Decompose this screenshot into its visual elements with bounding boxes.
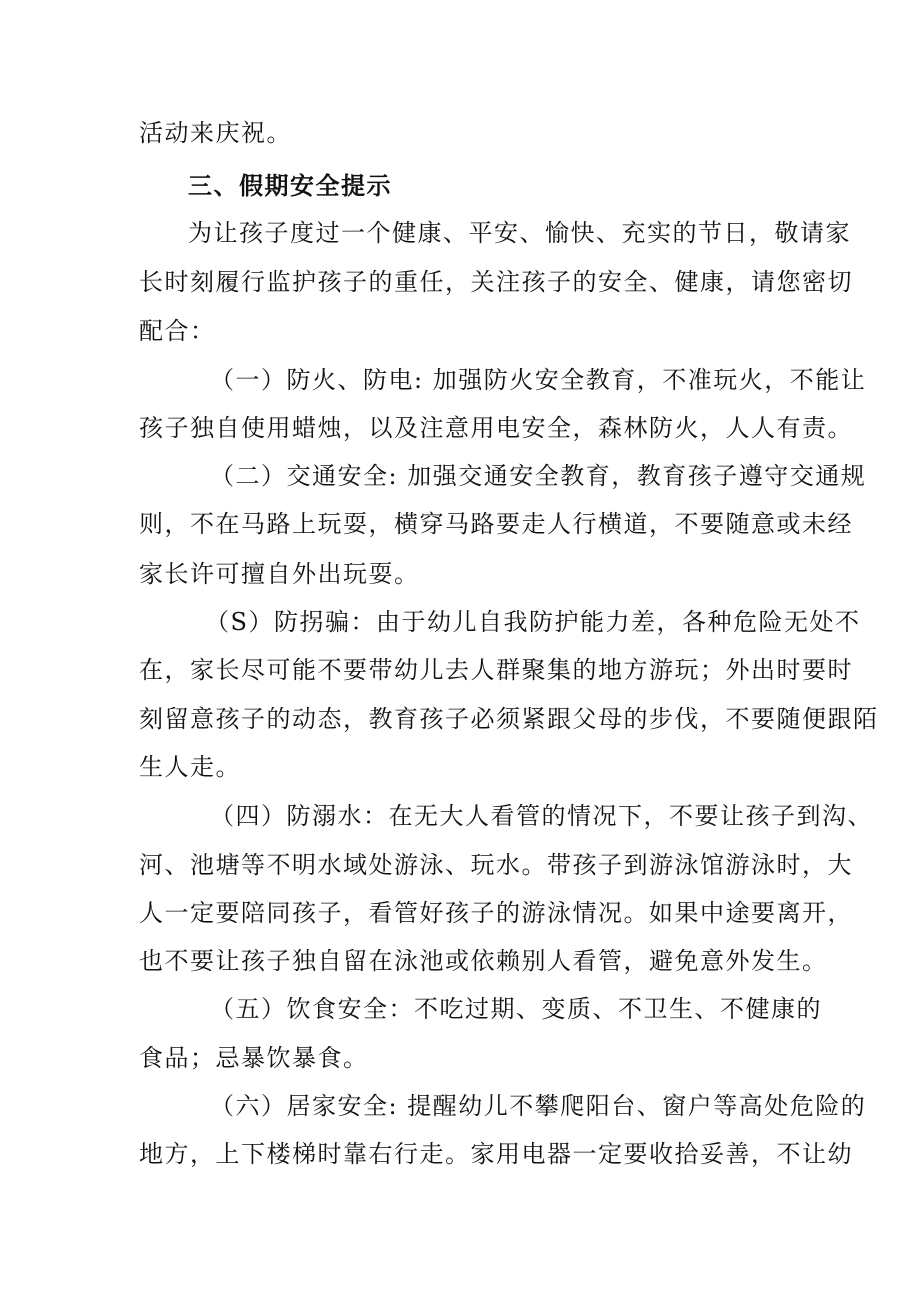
item-abduction-line: 生人走。 (139, 753, 241, 781)
paragraph-intro-line: 为让孩子度过一个健康、平安、愉快、充实的节日，敬请家 (188, 219, 851, 247)
paragraph-intro-line: 长时刻履行监护孩子的重任，关注孩子的安全、健康，请您密切 (139, 268, 853, 296)
item-home-line: （六）居家安全: 提醒幼儿不攀爬阳台、窗户等高处危险的 (210, 1092, 867, 1120)
item-abduction-line: 刻留意孩子的动态，教育孩子必须紧跟父母的步伐，不要随便跟陌 (139, 705, 879, 733)
item-traffic-line: 则，不在马路上玩耍，横穿马路要走人行横道，不要随意或未经 (139, 510, 853, 538)
text-line-continuation: 活动来庆祝。 (139, 119, 292, 147)
item-abduction-line: （S）防拐骗：由于幼儿自我防护能力差，各种危险无处不 (205, 608, 861, 636)
item-food-line: （五）饮食安全：不吃过期、变质、不卫生、不健康的 (210, 995, 822, 1023)
item-drowning-line: 河、池塘等不明水域处游泳、玩水。带孩子到游泳馆游泳时，大 (139, 851, 853, 879)
item-food-line: 食品；忌暴饮暴食。 (139, 1044, 369, 1072)
paragraph-intro-line: 配合： (139, 317, 216, 345)
item-traffic-line: 家长许可擅自外出玩耍。 (139, 560, 420, 588)
item-fire-electric-line: （一）防火、防电: 加强防火安全教育，不准玩火，不能让 (210, 366, 867, 394)
section-heading: 三、假期安全提示 (188, 172, 392, 200)
item-home-line: 地方，上下楼梯时靠右行走。家用电器一定要收拾妥善，不让幼 (139, 1140, 853, 1168)
item-traffic-line: （二）交通安全: 加强交通安全教育，教育孩子遵守交通规 (210, 462, 867, 490)
item-drowning-line: 也不要让孩子独自留在泳池或依赖别人看管，避免意外发生。 (139, 947, 828, 975)
item-abduction-line: 在，家长尽可能不要带幼儿去人群聚集的地方游玩；外出时要时 (139, 656, 853, 684)
item-fire-electric-line: 孩子独自使用蜡烛，以及注意用电安全，森林防火，人人有责。 (139, 414, 853, 442)
item-drowning-line: 人一定要陪同孩子，看管好孩子的游泳情况。如果中途要离开， (139, 899, 853, 927)
item-drowning-line: （四）防溺水：在无大人看管的情况下，不要让孩子到沟、 (210, 802, 873, 830)
